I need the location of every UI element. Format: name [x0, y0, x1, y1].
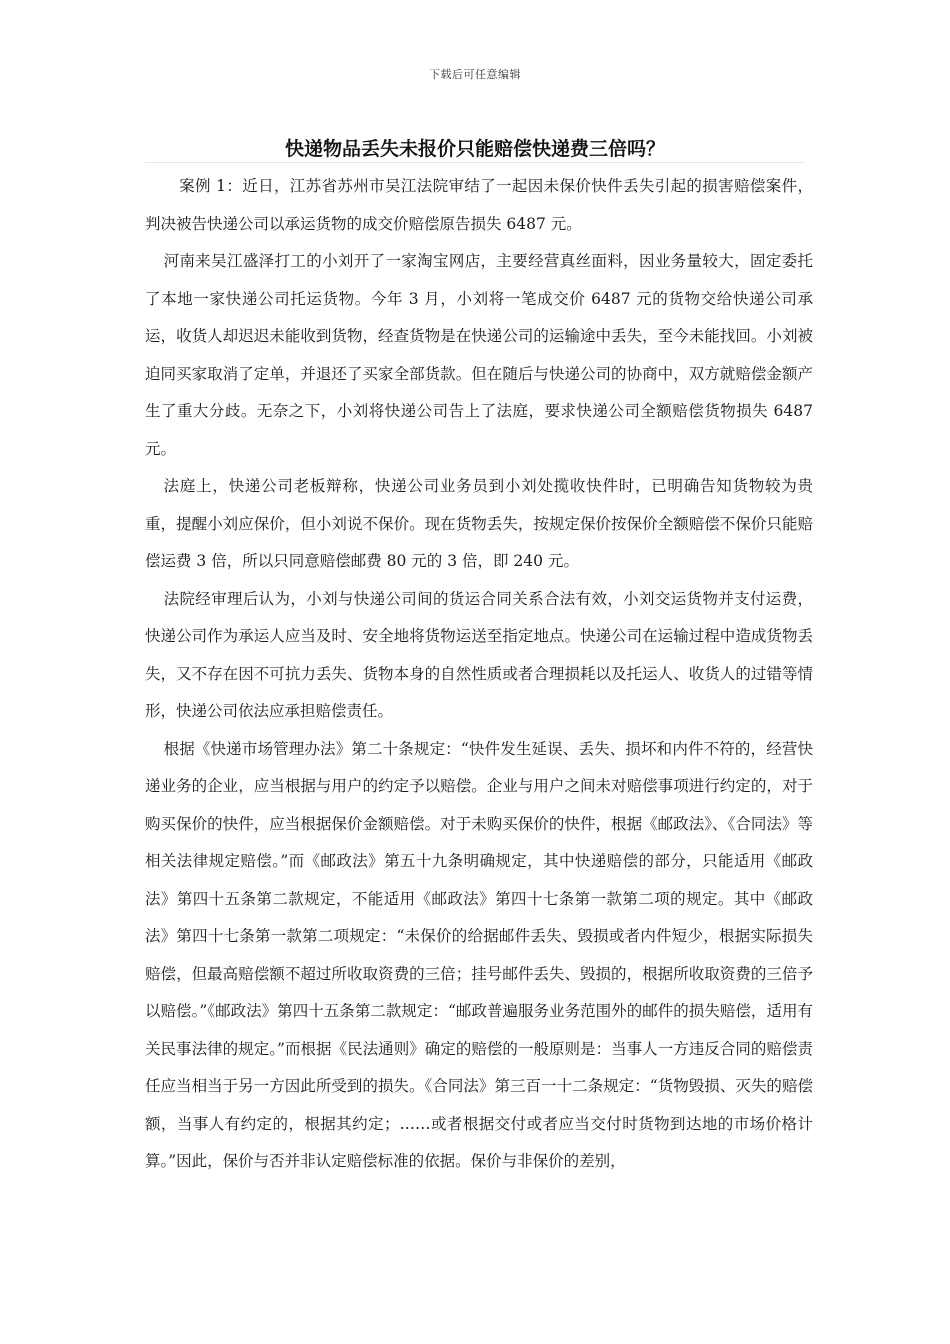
document-body — [145, 168, 813, 1181]
paragraph-court-finding: 法院经审理后认为，小刘与快递公司间的货运合同关系合法有效，小刘交运货物并支付运费，快递公司作为承运人应当及时、安全地将货物运送至指定地点。快递公司在运输过程中造成货物丢失，又不存在因不可抗力丢失、货物本身的自然性质或者合理损耗以及托运人、收货人的过错等情形，快递公司依法应承担赔偿责任。 — [145, 589, 813, 720]
title-divider — [145, 162, 805, 163]
paragraph-legal-basis: 根据《快递市场管理办法》第二十条规定：“快件发生延误、丢失、损坏和内件不符的，经营快递业务的企业，应当根据与用户的约定予以赔偿。企业与用户之间未对赔偿事项进行约定的，对于购买保价的快件，应当根据保价金额赔偿。对于未购买保价的快件，根据《邮政法》、《合同法》等相关法律规定赔偿。”而《邮政法》第五十九条明确规定，其中快递赔偿的部分，只能适用《邮政法》第四十五条第二款规定，不能适用《邮政法》第四十七条第一款第二项的规定。其中《邮政法》第四十七条第一款第二项规定：“未保价的给据邮件丢失、毁损或者内件短少，根据实际损失赔偿，但最高赔偿额不超过所收取资费的三倍；挂号邮件丢失、毁损的，根据所收取资费的三倍予以赔偿。”《邮政法》第四十五条第二款规定：“邮政普遍服务业务范围外的邮件的损失赔偿，适用有关民事法律的规定。”而根据《民法通则》确定的赔偿的一般原则是：当事人一方违反合同的赔偿责任应当相当于另一方因此所受到的损失。《合同法》第三百一十二条规定：“货物毁损、灭失的赔偿额，当事人有约定的，根据其约定；……或者根据交付或者应当交付时货物到达地的市场价格计算。”因此，保价与否并非认定赔偿标准的依据。保价与非保价的差别， — [145, 739, 813, 1170]
paragraph-background: 河南来吴江盛泽打工的小刘开了一家淘宝网店，主要经营真丝面料，因业务量较大，固定委托了本地一家快递公司托运货物。今年 3 月，小刘将一笔成交价 6487 元的货物交给快递公司承运，收货人却迟迟未能收到货物，经查货物是在快递公司的运输途中丢失，至今未能找回。小刘被迫同买家取消了定单，并退还了买家全部货款。但在随后与快递公司的协商中，双方就赔偿金额产生了重大分歧。无奈之下，小刘将快递公司告上了法庭，要求快递公司全额赔偿货物损失 6487 元。 — [145, 252, 813, 458]
paragraph-case-intro: 案例 1：近日，江苏省苏州市吴江法院审结了一起因未保价快件丢失引起的损害赔偿案件，判决被告快递公司以承运货物的成交价赔偿原告损失 6487 元。 — [145, 177, 813, 233]
header-note: 下载后可任意编辑 — [429, 68, 521, 81]
paragraph-defense: 法庭上，快递公司老板辩称，快递公司业务员到小刘处揽收快件时，已明确告知货物较为贵重，提醒小刘应保价，但小刘说不保价。现在货物丢失，按规定保价按保价全额赔偿不保价只能赔偿运费 3 倍，所以只同意赔偿邮费 80 元的 3 倍，即 240 元。 — [145, 477, 813, 570]
document-title: 快递物品丢失未报价只能赔偿快递费三倍吗？ — [284, 138, 665, 160]
